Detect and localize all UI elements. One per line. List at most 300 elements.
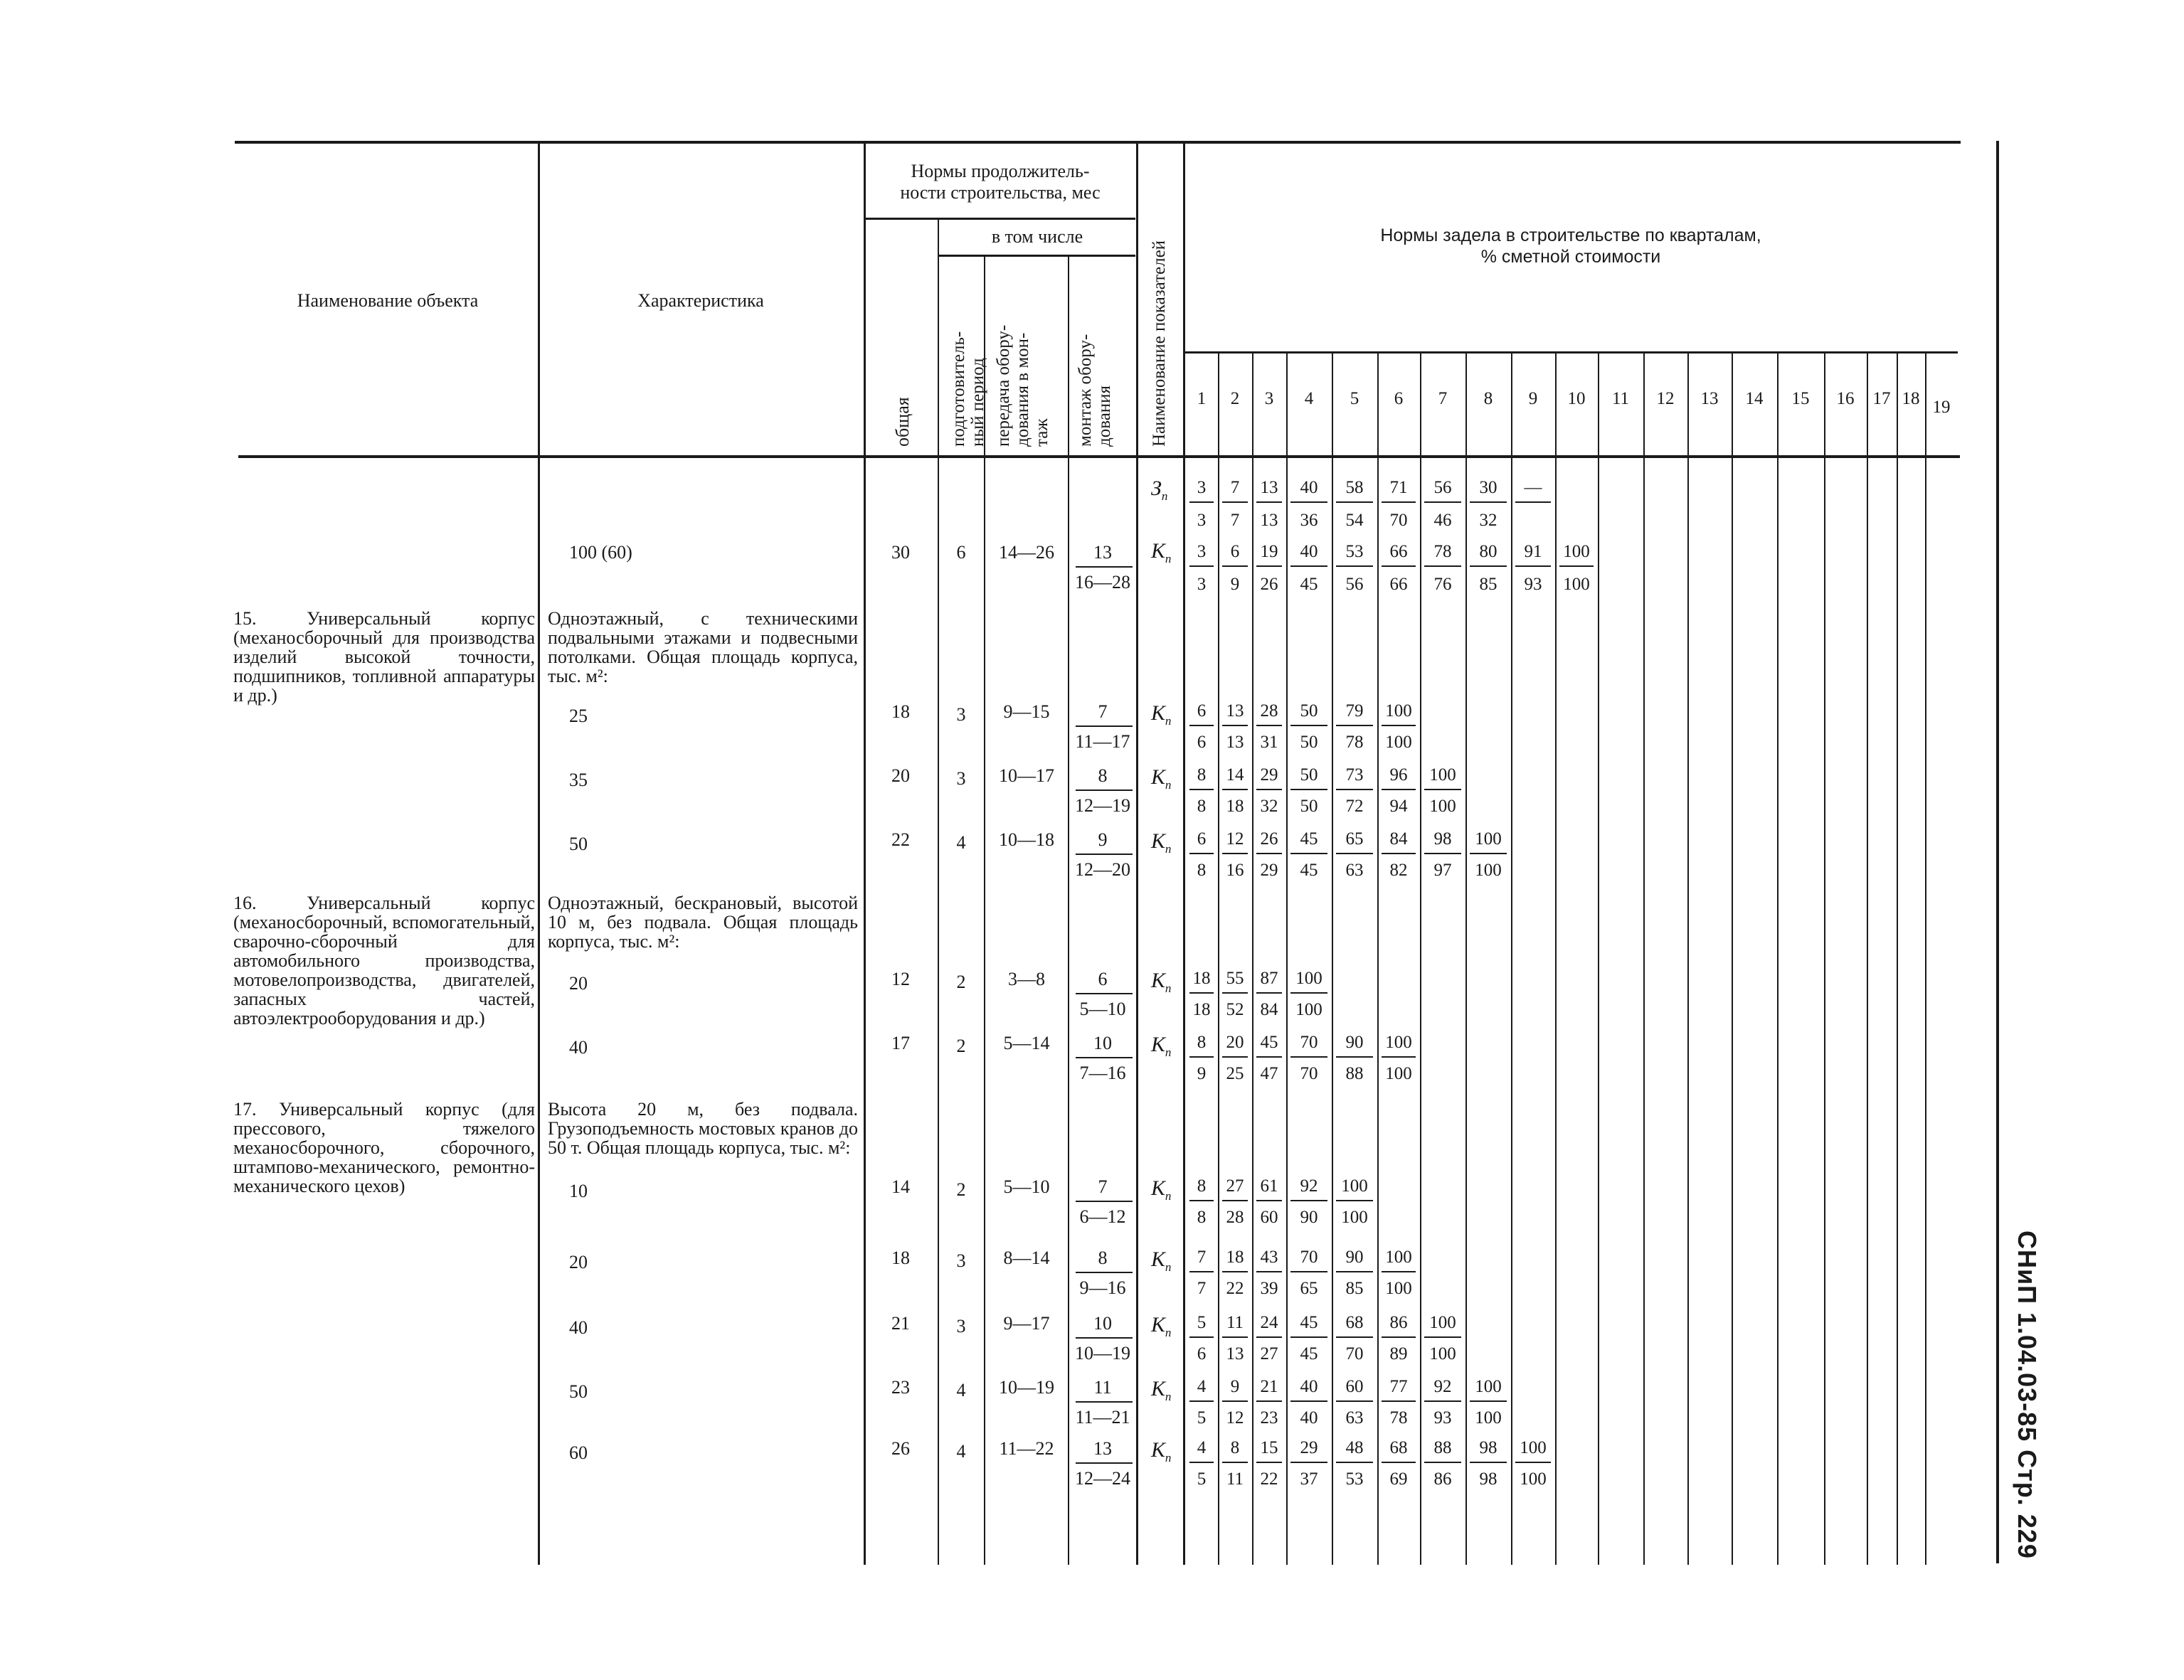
reserve-k-top: 100 [1385,1033,1412,1052]
reserve-k-top: 20 [1226,1033,1244,1052]
quarter-header-17: 17 [1872,389,1891,408]
equip-install-months: 8 [1098,765,1108,786]
reserve-k-top: 100 [1385,701,1412,721]
fraction-rule [1290,1400,1327,1402]
reserve-k-bottom: 7 [1197,1279,1207,1298]
fraction-rule [1515,1462,1551,1463]
quarter-header-8: 8 [1483,389,1493,408]
reserve-z-top: 3 [1197,478,1207,497]
reserve-k-top: 98 [1479,1438,1497,1457]
quarter-col-divider [1511,351,1512,1565]
reserve-z-bottom: 54 [1345,511,1364,530]
fraction-rule [1290,1462,1327,1463]
reserve-k-top: 48 [1345,1438,1364,1457]
quarter-col-divider [1897,351,1898,1565]
indicator-k: $К_п$ [1151,1033,1172,1059]
reserve-k-bottom: 100 [1385,1279,1412,1298]
fraction-rule [1256,789,1282,790]
reserve-k-bottom: 6 [1197,1344,1207,1363]
reserve-k-bottom: 9 [1197,1064,1207,1083]
equip-install-months: 10 [1093,1313,1112,1334]
reserve-k-top: 8 [1197,765,1207,785]
fraction-rule [1076,1462,1133,1464]
duration-total: 22 [891,829,910,850]
equip-install-range: 5—10 [1079,999,1126,1019]
reserve-k-top: 53 [1345,542,1364,561]
reserve-k-top: 6 [1230,542,1240,561]
equip-transfer: 5—14 [1003,1033,1050,1053]
reserve-k-bottom: 69 [1389,1469,1408,1489]
fraction-rule [1189,1200,1214,1201]
fraction-rule [1076,993,1133,994]
equip-transfer: 11—22 [999,1438,1054,1459]
reserve-k-bottom: 100 [1429,1344,1456,1363]
duration-total: 20 [891,765,910,786]
quarter-header-18: 18 [1902,389,1920,408]
equip-install-range: 12—20 [1075,859,1130,880]
header-including: в том числе [991,226,1083,247]
quarter-header-19: 19 [1932,398,1951,417]
reserve-k-bottom: 66 [1389,575,1408,594]
reserve-k-bottom: 89 [1389,1344,1408,1363]
fraction-rule [1189,853,1214,854]
reserve-k-bottom: 63 [1345,861,1364,880]
reserve-k-top: 100 [1429,765,1456,785]
object-17-characteristic: Высота 20 м, без подвала. Грузоподъемность мостовых кранов до 50 т. Общая площадь корпуса, тыс. м²: [548,1099,858,1158]
duration-total: 26 [891,1438,910,1459]
fraction-rule [1382,1462,1416,1463]
reserve-k-bottom: 25 [1226,1064,1244,1083]
reserve-k-top: 28 [1260,701,1278,721]
reserve-k-top: 70 [1300,1033,1318,1052]
reserve-k-bottom: 6 [1197,733,1207,752]
reserve-k-bottom: 29 [1260,861,1278,880]
reserve-k-top: 15 [1260,1438,1278,1457]
quarter-col-divider [1732,351,1733,1565]
indicator-k: $К_п$ [1151,765,1172,792]
reserve-k-top: 5 [1197,1313,1207,1332]
fraction-rule [1222,725,1248,726]
quarter-col-divider [1824,351,1825,1565]
fraction-rule [1256,1056,1282,1058]
duration-total: 18 [891,701,910,722]
equip-install-range: 11—21 [1075,1407,1130,1428]
reserve-k-top: 8 [1197,1176,1207,1196]
duration-total: 30 [891,542,910,563]
characteristic-value: 40 [569,1037,588,1058]
fraction-rule [1290,565,1327,567]
header-equip-transfer: передача обору- дования в мон- таж [994,324,1051,447]
col-divider [864,142,866,1565]
reserve-k-top: 14 [1226,765,1244,785]
reserve-k-bottom: 40 [1300,1408,1318,1428]
reserve-k-bottom: 12 [1226,1408,1244,1428]
object-16-name: 16. Универсальный корпус (механосборочный, вспомогательный, сварочно-сборочный для автомобильного производства, мотовелопроизводства, двигателей, запасных частей, автоэлектрооборудования и др.) [233,893,535,1028]
fraction-rule [1470,853,1507,854]
reserve-k-top: 86 [1389,1313,1408,1332]
equip-transfer: 14—26 [999,542,1054,563]
reserve-k-top: 88 [1433,1438,1452,1457]
reserve-k-top: 68 [1389,1438,1408,1457]
fraction-rule [1290,1271,1327,1272]
reserve-k-bottom: 18 [1226,797,1244,816]
reserve-k-bottom: 100 [1520,1469,1547,1489]
fraction-rule [1222,1400,1248,1402]
reserve-k-bottom: 45 [1300,1344,1318,1363]
duration-total: 12 [891,969,910,989]
characteristic-value: 50 [569,1381,588,1402]
equip-transfer: 3—8 [1008,969,1045,989]
fraction-rule [1290,1056,1327,1058]
reserve-z-bottom: 70 [1389,511,1408,530]
reserve-z-top: 58 [1345,478,1364,497]
header-total: общая [892,397,913,447]
reserve-k-top: 7 [1197,1248,1207,1267]
reserve-k-bottom: 90 [1300,1208,1318,1227]
col-divider [1136,142,1138,1565]
equip-transfer: 5—10 [1003,1176,1050,1197]
subheader-rule-quarters [1185,351,1958,353]
quarter-col-divider [1777,351,1779,1565]
quarter-col-divider [1867,351,1868,1565]
reserve-k-top: 11 [1226,1313,1244,1332]
equip-install-months: 7 [1098,1176,1108,1197]
col-divider [538,142,540,1565]
reserve-k-bottom: 88 [1345,1064,1364,1083]
prep-period: 4 [956,1441,966,1462]
fraction-rule [1336,1271,1373,1272]
indicator-k: $К_п$ [1151,829,1172,856]
fraction-rule [1256,992,1282,994]
quarter-col-divider [1643,351,1645,1565]
fraction-rule [1336,1462,1373,1463]
reserve-k-bottom: 45 [1300,861,1318,880]
fraction-rule [1382,1056,1416,1058]
quarter-header-16: 16 [1836,389,1855,408]
quarter-header-10: 10 [1567,389,1586,408]
reserve-k-bottom: 16 [1226,861,1244,880]
quarter-header-9: 9 [1528,389,1538,408]
reserve-k-top: 87 [1260,969,1278,988]
quarter-header-2: 2 [1230,389,1240,408]
fraction-rule [1424,565,1461,567]
reserve-k-top: 40 [1300,542,1318,561]
reserve-k-top: 6 [1197,701,1207,721]
header-prep-period: подготовитель- ный период [949,331,987,447]
reserve-k-bottom: 100 [1385,733,1412,752]
quarter-header-5: 5 [1350,389,1359,408]
object-16-characteristic: Одноэтажный, бескрановый, высотой 10 м, без подвала. Общая площадь корпуса, тыс. м²: [548,893,858,952]
fraction-rule [1382,565,1416,567]
indicator-k: $К_п$ [1151,1438,1172,1464]
header-duration-group: Нормы продолжитель- ности строительства, мес [900,161,1101,203]
indicator-k: $К_п$ [1151,1313,1172,1339]
duration-total: 17 [891,1033,910,1053]
fraction-rule [1424,789,1461,790]
prep-period: 3 [956,768,966,789]
fraction-rule [1424,853,1461,854]
header-reserve-group: Нормы задела в строительстве по кварталам, % сметной стоимости [1380,225,1761,267]
top-rule [235,141,1961,144]
fraction-rule [1382,501,1416,503]
reserve-k-top: 98 [1433,829,1452,849]
reserve-k-top: 21 [1260,1377,1278,1396]
fraction-rule [1336,1056,1373,1058]
fraction-rule [1222,853,1248,854]
reserve-k-bottom: 98 [1479,1469,1497,1489]
reserve-k-bottom: 5 [1197,1408,1207,1428]
reserve-k-bottom: 76 [1433,575,1452,594]
fraction-rule [1290,992,1327,994]
reserve-k-top: 68 [1345,1313,1364,1332]
fraction-rule [1256,501,1282,503]
reserve-k-top: 3 [1197,542,1207,561]
quarter-header-4: 4 [1304,389,1314,408]
reserve-z-bottom: 46 [1433,511,1452,530]
equip-install-months: 11 [1093,1377,1112,1398]
fraction-rule [1222,1200,1248,1201]
reserve-k-top: 8 [1230,1438,1240,1457]
col-divider [938,218,939,1565]
fraction-rule [1189,789,1214,790]
fraction-rule [1076,1057,1133,1058]
prep-period: 3 [956,1316,966,1336]
reserve-k-top: 55 [1226,969,1244,988]
characteristic-value: 10 [569,1181,588,1201]
reserve-k-bottom: 63 [1345,1408,1364,1428]
equip-install-months: 6 [1098,969,1108,989]
page-footer-code: СНиП 1.04.03-85 Стр. 229 [2013,1230,2042,1559]
equip-install-months: 7 [1098,701,1108,722]
reserve-k-bottom: 27 [1260,1344,1278,1363]
reserve-k-bottom: 93 [1524,575,1542,594]
prep-period: 3 [956,704,966,725]
fraction-rule [1424,1462,1461,1463]
fraction-rule [1222,992,1248,994]
quarter-header-11: 11 [1611,389,1630,408]
subheader-rule-including [938,255,1135,257]
equip-install-range: 16—28 [1075,572,1130,592]
fraction-rule [1290,1200,1327,1201]
reserve-k-top: 90 [1345,1248,1364,1267]
fraction-rule [1256,725,1282,726]
reserve-k-bottom: 8 [1197,1208,1207,1227]
equip-transfer: 10—17 [999,765,1054,786]
quarter-header-15: 15 [1791,389,1810,408]
reserve-k-top: 50 [1300,765,1318,785]
fraction-rule [1222,565,1248,567]
fraction-rule [1290,853,1327,854]
reserve-k-top: 77 [1389,1377,1408,1396]
quarter-col-divider [1687,351,1689,1565]
fraction-rule [1076,566,1133,568]
reserve-k-bottom: 100 [1341,1208,1368,1227]
fraction-rule [1424,1400,1461,1402]
fraction-rule [1424,501,1461,503]
reserve-k-bottom: 84 [1260,1000,1278,1019]
reserve-k-top: 100 [1385,1248,1412,1267]
fraction-rule [1076,1272,1133,1273]
fraction-rule [1559,565,1594,567]
equip-install-range: 6—12 [1079,1206,1126,1227]
reserve-z-bottom: 36 [1300,511,1318,530]
characteristic-value: 20 [569,973,588,994]
reserve-k-bottom: 26 [1260,575,1278,594]
equip-install-range: 12—19 [1075,795,1130,816]
equip-transfer: 10—19 [999,1377,1054,1398]
header-object-name: Наименование объекта [297,290,479,311]
indicator-z: $З_п$ [1151,477,1168,503]
fraction-rule [1382,725,1416,726]
equip-transfer: 8—14 [1003,1248,1050,1268]
fraction-rule [1290,1336,1327,1338]
fraction-rule [1189,1056,1214,1058]
reserve-k-bottom: 72 [1345,797,1364,816]
reserve-k-top: 70 [1300,1248,1318,1267]
reserve-k-top: 18 [1192,969,1211,988]
reserve-k-bottom: 93 [1433,1408,1452,1428]
fraction-rule [1336,1336,1373,1338]
reserve-k-top: 100 [1520,1438,1547,1457]
fraction-rule [1189,725,1214,726]
header-equip-install: монтаж обору- дования [1076,334,1114,447]
reserve-k-top: 4 [1197,1377,1207,1396]
fraction-rule [1222,501,1248,503]
fraction-rule [1336,501,1373,503]
reserve-k-bottom: 8 [1197,861,1207,880]
fraction-rule [1189,1462,1214,1463]
quarter-header-1: 1 [1197,389,1207,408]
indicator-k: $К_п$ [1151,1176,1172,1203]
reserve-k-top: 13 [1226,701,1244,721]
fraction-rule [1076,725,1133,727]
characteristic-value: 50 [569,834,588,854]
fraction-rule [1382,789,1416,790]
reserve-k-bottom: 70 [1300,1064,1318,1083]
reserve-k-bottom: 18 [1192,1000,1211,1019]
header-characteristic: Характеристика [637,290,764,311]
fraction-rule [1076,1201,1133,1202]
reserve-k-top: 100 [1475,1377,1502,1396]
reserve-k-bottom: 70 [1345,1344,1364,1363]
reserve-k-top: 78 [1433,542,1452,561]
equip-install-range: 9—16 [1079,1277,1126,1298]
equip-install-months: 8 [1098,1248,1108,1268]
fraction-rule [1076,790,1133,791]
reserve-k-top: 8 [1197,1033,1207,1052]
indicator-k: $К_п$ [1151,1248,1172,1274]
equip-transfer: 10—18 [999,829,1054,850]
reserve-k-bottom: 85 [1345,1279,1364,1298]
fraction-rule [1222,1336,1248,1338]
fraction-rule [1256,1271,1282,1272]
characteristic-value: 25 [569,706,588,726]
reserve-z-top: — [1524,478,1542,497]
reserve-k-bottom: 13 [1226,1344,1244,1363]
reserve-k-top: 100 [1429,1313,1456,1332]
header-indicator: Наименование показателей [1150,240,1169,447]
fraction-rule [1222,1056,1248,1058]
prep-period: 4 [956,1380,966,1400]
fraction-rule [1382,853,1416,854]
quarter-header-14: 14 [1745,389,1764,408]
reserve-k-bottom: 28 [1226,1208,1244,1227]
quarter-header-12: 12 [1656,389,1675,408]
reserve-k-bottom: 94 [1389,797,1408,816]
fraction-rule [1424,1336,1461,1338]
reserve-k-top: 92 [1300,1176,1318,1196]
reserve-k-bottom: 31 [1260,733,1278,752]
fraction-rule [1222,1271,1248,1272]
reserve-k-bottom: 100 [1429,797,1456,816]
reserve-k-bottom: 65 [1300,1279,1318,1298]
reserve-k-top: 45 [1260,1033,1278,1052]
reserve-k-top: 60 [1345,1377,1364,1396]
characteristic-value: 40 [569,1317,588,1338]
indicator-k: $К_п$ [1151,1377,1172,1403]
reserve-k-top: 29 [1300,1438,1318,1457]
reserve-k-bottom: 86 [1433,1469,1452,1489]
col-divider [1068,255,1069,1565]
reserve-k-top: 29 [1260,765,1278,785]
reserve-k-top: 45 [1300,829,1318,849]
fraction-rule [1189,1271,1214,1272]
fraction-rule [1256,1400,1282,1402]
header-bottom-rule [238,455,1960,458]
reserve-k-top: 79 [1345,701,1364,721]
fraction-rule [1076,1337,1133,1339]
quarter-header-13: 13 [1700,389,1719,408]
reserve-k-bottom: 52 [1226,1000,1244,1019]
reserve-k-top: 6 [1197,829,1207,849]
indicator-k: $К_п$ [1151,969,1172,995]
reserve-k-bottom: 100 [1563,575,1590,594]
fraction-rule [1290,725,1327,726]
equip-transfer: 9—15 [1003,701,1050,722]
reserve-k-top: 91 [1524,542,1542,561]
reserve-k-top: 12 [1226,829,1244,849]
fraction-rule [1336,853,1373,854]
reserve-k-top: 100 [1475,829,1502,849]
reserve-k-bottom: 100 [1475,861,1502,880]
reserve-k-top: 4 [1197,1438,1207,1457]
reserve-z-top: 13 [1260,478,1278,497]
equip-install-months: 13 [1093,1438,1112,1459]
reserve-k-bottom: 11 [1226,1469,1244,1489]
reserve-k-bottom: 9 [1230,575,1240,594]
reserve-z-top: 40 [1300,478,1318,497]
reserve-k-bottom: 85 [1479,575,1497,594]
reserve-z-bottom: 7 [1230,511,1240,530]
prep-period: 4 [956,832,966,853]
reserve-k-top: 92 [1433,1377,1452,1396]
fraction-rule [1470,501,1507,503]
fraction-rule [1256,565,1282,567]
reserve-k-bottom: 50 [1300,797,1318,816]
reserve-k-bottom: 100 [1475,1408,1502,1428]
fraction-rule [1336,565,1373,567]
prep-period: 3 [956,1250,966,1271]
fraction-rule [1470,1462,1507,1463]
reserve-k-bottom: 78 [1389,1408,1408,1428]
reserve-k-top: 65 [1345,829,1364,849]
fraction-rule [1336,789,1373,790]
characteristic-value: 100 (60) [569,542,632,563]
equip-transfer: 9—17 [1003,1313,1050,1334]
reserve-k-top: 66 [1389,542,1408,561]
reserve-k-top: 40 [1300,1377,1318,1396]
characteristic-value: 60 [569,1442,588,1463]
